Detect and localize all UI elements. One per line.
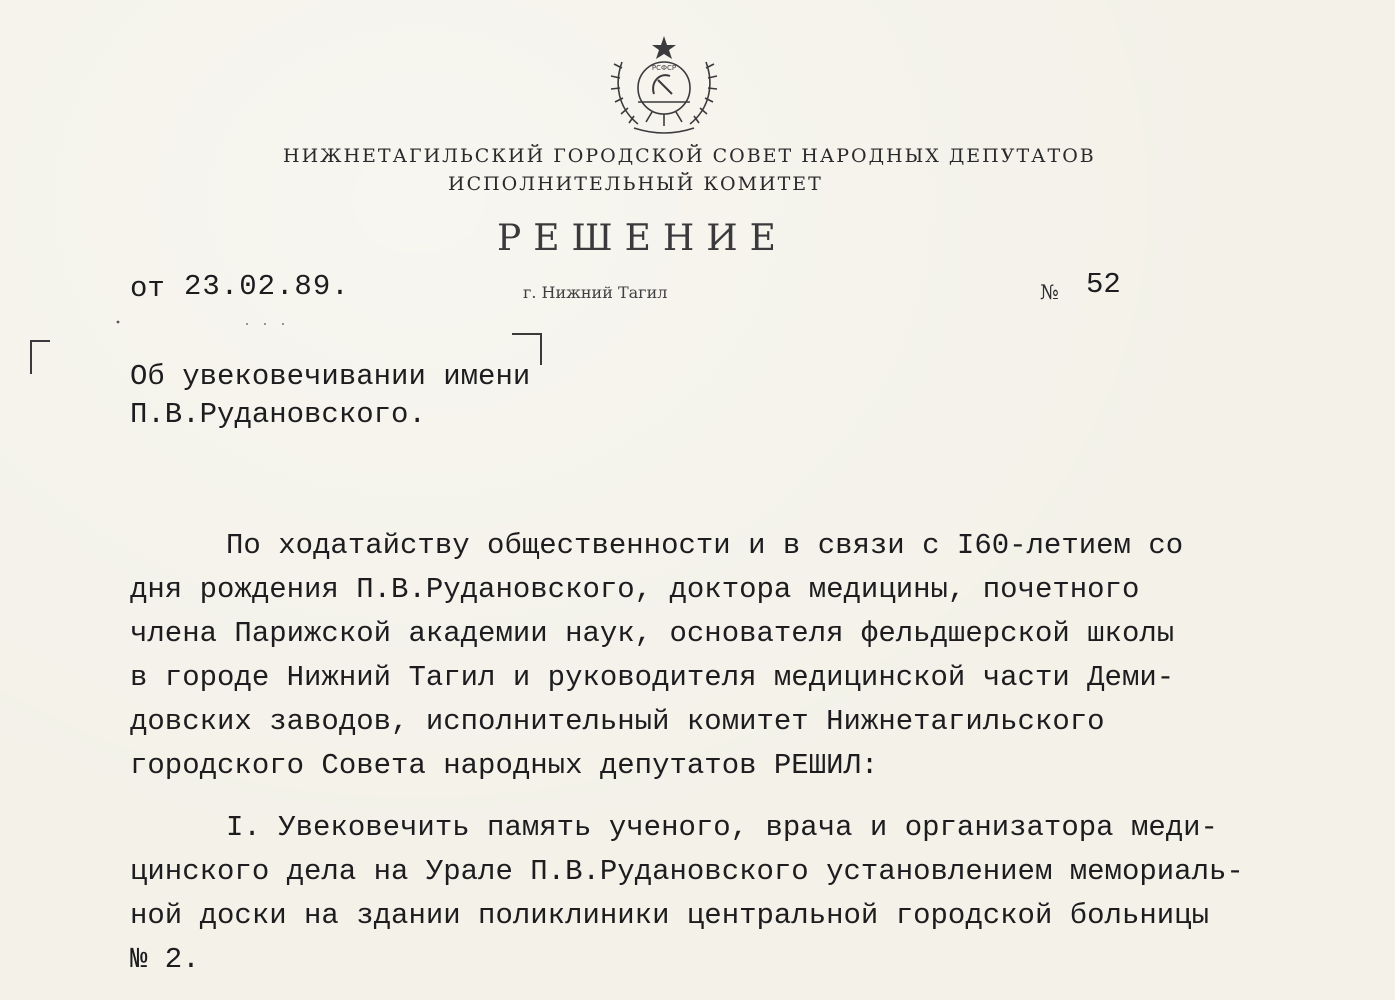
decision-date: 23.02.89. bbox=[184, 270, 350, 303]
item-line: ной доски на здании поликлиники центральной городской больницы bbox=[130, 899, 1209, 932]
city-name: г. Нижний Тагил bbox=[523, 283, 668, 302]
item-line: I. Увековечить память ученого, врача и организатора меди- bbox=[226, 811, 1218, 844]
date-label: от bbox=[130, 272, 165, 305]
body-line: члена Парижской академии наук, основателя фельдшерской школы bbox=[130, 617, 1175, 650]
ink-specks bbox=[115, 318, 315, 328]
body-line: довских заводов, исполнительный комитет Нижнетагильского bbox=[130, 705, 1105, 738]
committee-name: ИСПОЛНИТЕЛЬНЫЙ КОМИТЕТ bbox=[448, 173, 823, 195]
item-line: № 2. bbox=[130, 943, 200, 976]
body-line: дня рождения П.В.Рудановского, доктора медицины, почетного bbox=[130, 573, 1140, 606]
number-label: № bbox=[1040, 280, 1059, 304]
decision-item-1 bbox=[130, 806, 1244, 982]
subject-bracket-left bbox=[30, 340, 50, 374]
body-line: городского Совета народных депутатов РЕШИЛ: bbox=[130, 749, 879, 782]
emblem-label: РСФСР bbox=[651, 64, 677, 72]
document-title: РЕШЕНИЕ bbox=[497, 218, 788, 259]
body-line: По ходатайству общественности и в связи с I60-летием со bbox=[226, 529, 1184, 562]
rsfsr-emblem-icon bbox=[608, 28, 720, 140]
decision-subject bbox=[130, 358, 530, 434]
decision-preamble bbox=[130, 524, 1183, 788]
subject-line: Об увековечивании имени bbox=[130, 360, 531, 393]
decision-number: 52 bbox=[1086, 268, 1121, 301]
council-name: НИЖНЕТАГИЛЬСКИЙ ГОРОДСКОЙ СОВЕТ НАРОДНЫХ ДЕПУТАТОВ bbox=[283, 145, 1096, 167]
body-line: в городе Нижний Тагил и руководителя медицинской части Деми- bbox=[130, 661, 1175, 694]
subject-line: П.В.Рудановского. bbox=[130, 398, 426, 431]
item-line: цинского дела на Урале П.В.Рудановского установлением мемориаль- bbox=[130, 855, 1244, 888]
